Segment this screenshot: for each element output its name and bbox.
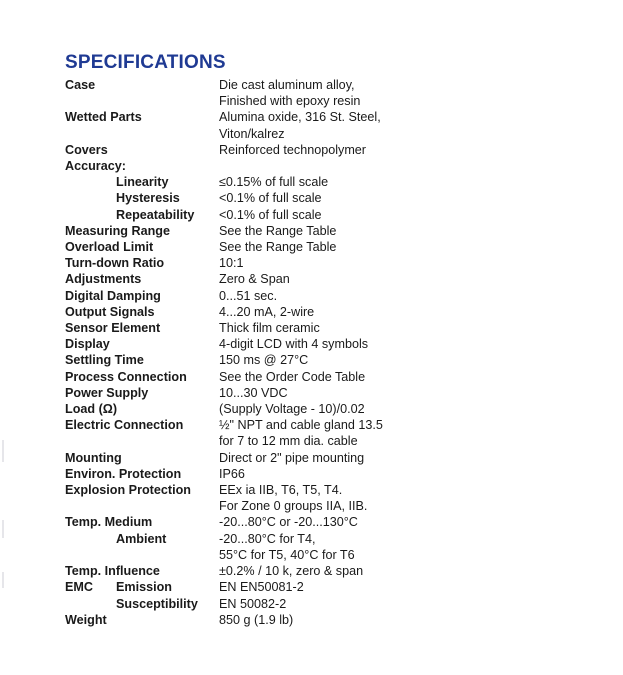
- spec-row: [65, 417, 605, 449]
- spec-label: Sensor Element: [65, 321, 161, 336]
- spec-value: [219, 563, 605, 579]
- spec-value-line: See the Range Table: [219, 240, 337, 255]
- spec-label: Wetted Parts: [65, 110, 142, 125]
- spec-value-line: Viton/kalrez: [219, 126, 285, 141]
- spec-row: [65, 271, 605, 287]
- spec-label: Accuracy:: [65, 159, 126, 174]
- spec-row: [65, 450, 605, 466]
- spec-row: [65, 466, 605, 482]
- spec-row: [65, 320, 605, 336]
- spec-value: [219, 352, 605, 368]
- spec-label: Temp. Medium: [65, 515, 153, 530]
- spec-value-line: Reinforced technopolymer: [219, 142, 367, 157]
- spec-label: Load (Ω): [65, 402, 118, 417]
- spec-value-line: 850 g (1.9 lb): [219, 612, 294, 627]
- spec-row: [65, 336, 605, 352]
- spec-row: [65, 174, 605, 190]
- spec-label: Turn-down Ratio: [65, 256, 165, 271]
- spec-value-line: Direct or 2" pipe mounting: [219, 450, 365, 465]
- spec-value-line: EEx ia IIB, T6, T5, T4.: [219, 483, 343, 498]
- spec-value-line: -20...80°C or -20...130°C: [219, 515, 358, 530]
- spec-value: [219, 417, 605, 449]
- spec-value: [219, 596, 605, 612]
- spec-label: Digital Damping: [65, 288, 161, 303]
- spec-row: [65, 239, 605, 255]
- spec-label: Overload Limit: [65, 240, 154, 255]
- spec-value-line: ±0.2% / 10 k, zero & span: [219, 564, 364, 579]
- spec-row: [65, 563, 605, 579]
- spec-value-line: -20...80°C for T4,: [219, 531, 316, 546]
- spec-value: [219, 531, 605, 563]
- spec-value-line: Die cast aluminum alloy,: [219, 78, 355, 92]
- spec-value-line: 150 ms @ 27°C: [219, 353, 309, 368]
- spec-value: [219, 336, 605, 352]
- spec-row: [65, 288, 605, 304]
- spec-row: [65, 158, 605, 174]
- spec-row: [65, 223, 605, 239]
- spec-label: Power Supply: [65, 385, 149, 400]
- spec-value-line: EN EN50081-2: [219, 580, 304, 595]
- spec-value-line: ½" NPT and cable gland 13.5: [219, 418, 383, 433]
- spec-value-line: Thick film ceramic: [219, 321, 320, 336]
- spec-value: [219, 77, 605, 109]
- spec-value: [219, 190, 605, 206]
- spec-label: Electric Connection: [65, 418, 184, 433]
- spec-value: [219, 401, 605, 417]
- spec-value-line: <0.1% of full scale: [219, 207, 322, 222]
- spec-label: Environ. Protection: [65, 466, 182, 481]
- spec-row: [65, 596, 605, 612]
- spec-value-line: EN 50082-2: [219, 596, 287, 611]
- spec-row: [65, 482, 605, 514]
- spec-value-line: 0...51 sec.: [219, 288, 278, 303]
- spec-value: [219, 320, 605, 336]
- spec-value: [219, 369, 605, 385]
- spec-label: Settling Time: [65, 353, 144, 368]
- spec-value-line: 10...30 VDC: [219, 385, 288, 400]
- spec-value-line: Finished with epoxy resin: [219, 94, 361, 109]
- spec-value-line: <0.1% of full scale: [219, 191, 322, 206]
- spec-row: [65, 109, 605, 141]
- spec-label: Display: [65, 337, 110, 352]
- specifications-heading: SPECIFICATIONS: [65, 52, 226, 73]
- spec-value-line: Alumina oxide, 316 St. Steel,: [219, 110, 381, 125]
- page-edge-mark: [2, 520, 4, 538]
- spec-row: [65, 385, 605, 401]
- spec-value-line: IP66: [219, 466, 245, 481]
- spec-value: [219, 288, 605, 304]
- spec-value-line: See the Range Table: [219, 223, 337, 238]
- spec-label: Covers: [65, 142, 108, 157]
- page-edge-mark: [2, 440, 4, 462]
- spec-value: [219, 109, 605, 141]
- spec-value: [219, 514, 605, 530]
- spec-row: [65, 369, 605, 385]
- spec-label: Output Signals: [65, 304, 155, 319]
- spec-value: [219, 450, 605, 466]
- spec-label: Case: [65, 78, 96, 92]
- spec-value-line: 10:1: [219, 256, 244, 271]
- spec-label: Repeatability: [116, 207, 195, 222]
- spec-label: Susceptibility: [116, 596, 198, 611]
- spec-label: Measuring Range: [65, 223, 170, 238]
- spec-row: [65, 255, 605, 271]
- spec-value: [219, 255, 605, 271]
- spec-label: Adjustments: [65, 272, 142, 287]
- spec-value: [219, 466, 605, 482]
- spec-value-line: (Supply Voltage - 10)/0.02: [219, 402, 365, 417]
- spec-row: [65, 514, 605, 530]
- spec-label: Hysteresis: [116, 191, 180, 206]
- spec-row: [65, 77, 605, 109]
- spec-row: [65, 612, 605, 628]
- spec-value-line: ≤0.15% of full scale: [219, 175, 329, 190]
- spec-row: [65, 142, 605, 158]
- spec-value-line: For Zone 0 groups IIA, IIB.: [219, 499, 368, 514]
- spec-value-line: for 7 to 12 mm dia. cable: [219, 434, 358, 449]
- spec-row: [65, 304, 605, 320]
- spec-value: [219, 239, 605, 255]
- page-edge-mark: [2, 572, 4, 588]
- spec-row: [65, 401, 605, 417]
- spec-value: [219, 271, 605, 287]
- spec-row: [65, 352, 605, 368]
- spec-row: [65, 531, 605, 563]
- spec-label: EMC: [65, 580, 93, 595]
- spec-value-line: Zero & Span: [219, 272, 290, 287]
- spec-row: [65, 190, 605, 206]
- spec-sublabel: Emission: [116, 580, 172, 595]
- spec-label: Explosion Protection: [65, 483, 191, 498]
- spec-value-line: 4-digit LCD with 4 symbols: [219, 337, 369, 352]
- spec-value-line: 55°C for T5, 40°C for T6: [219, 547, 355, 562]
- spec-label: Process Connection: [65, 369, 187, 384]
- spec-label-group: [65, 579, 219, 595]
- specifications-section: [65, 52, 605, 628]
- spec-value: [219, 612, 605, 628]
- spec-value: [219, 385, 605, 401]
- spec-value-line: 4...20 mA, 2-wire: [219, 304, 315, 319]
- spec-value: [219, 142, 605, 158]
- spec-value: [219, 223, 605, 239]
- spec-value-line: See the Order Code Table: [219, 369, 366, 384]
- spec-value: [219, 579, 605, 595]
- spec-value: [219, 174, 605, 190]
- spec-row: [65, 207, 605, 223]
- spec-label: Temp. Influence: [65, 564, 160, 579]
- spec-table: [65, 77, 605, 628]
- spec-value: [219, 207, 605, 223]
- spec-label: Linearity: [116, 175, 169, 190]
- spec-label: Ambient: [116, 531, 167, 546]
- spec-row: [65, 579, 605, 595]
- spec-label: Mounting: [65, 450, 122, 465]
- spec-label: Weight: [65, 612, 107, 627]
- spec-value: [219, 304, 605, 320]
- spec-value: [219, 482, 605, 514]
